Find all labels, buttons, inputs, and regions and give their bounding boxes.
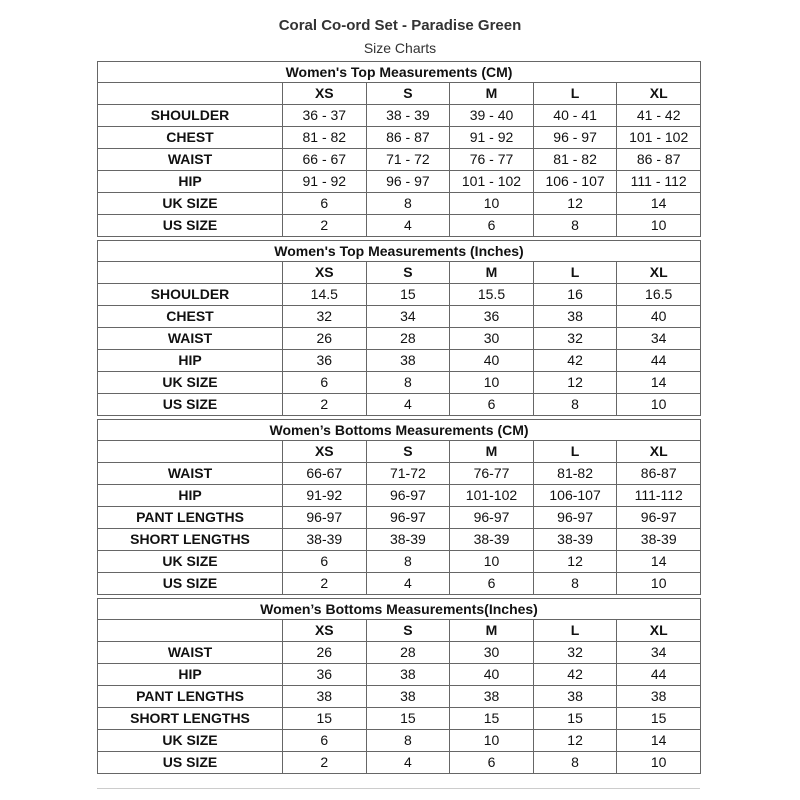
table-cell: 8 [366,730,450,752]
table-row [98,708,701,730]
table-cell: 40 - 41 [533,105,617,127]
size-header-cell: L [533,441,617,463]
row-label: SHORT LENGTHS [98,708,283,730]
table-cell: 44 [617,664,701,686]
table-cell: 106 - 107 [533,171,617,193]
table-cell: 6 [283,372,367,394]
table-cell: 66-67 [283,463,367,485]
table-row [98,149,701,171]
row-label: UK SIZE [98,551,283,573]
table-cell: 14 [617,372,701,394]
table-cell: 42 [533,664,617,686]
row-label: UK SIZE [98,193,283,215]
table-row [98,730,701,752]
row-label: US SIZE [98,394,283,416]
table-cell: 10 [450,372,534,394]
size-header-cell: M [450,83,534,105]
table-cell: 38-39 [617,529,701,551]
table-cell: 26 [283,328,367,350]
row-label: WAIST [98,149,283,171]
table-cell: 91-92 [283,485,367,507]
table-row [98,328,701,350]
row-label: UK SIZE [98,372,283,394]
table-cell: 15 [366,708,450,730]
row-label: HIP [98,171,283,193]
table-cell: 15 [283,708,367,730]
table-cell: 30 [450,642,534,664]
table-cell: 71-72 [366,463,450,485]
table-cell: 38 [366,686,450,708]
table-cell: 6 [450,215,534,237]
table-cell: 101 - 102 [617,127,701,149]
size-header-cell: XL [617,441,701,463]
table-cell: 96-97 [617,507,701,529]
size-table-bottoms-inches [97,598,701,774]
table-cell: 34 [617,642,701,664]
table-cell: 28 [366,642,450,664]
table-cell: 6 [283,193,367,215]
row-label: PANT LENGTHS [98,507,283,529]
table-cell: 4 [366,573,450,595]
table-cell: 6 [450,573,534,595]
table-title: Women’s Bottoms Measurements (CM) [98,420,701,441]
table-row [98,507,701,529]
size-header-cell: M [450,441,534,463]
row-label: PANT LENGTHS [98,686,283,708]
table-row [98,105,701,127]
size-header-cell: M [450,620,534,642]
size-table-top-cm [97,61,701,237]
size-header-cell: XL [617,262,701,284]
row-label: SHOULDER [98,105,283,127]
row-label: SHOULDER [98,284,283,306]
size-header-row [98,83,701,105]
row-label: WAIST [98,642,283,664]
table-cell: 81-82 [533,463,617,485]
table-cell: 32 [283,306,367,328]
row-label: HIP [98,664,283,686]
row-label: WAIST [98,328,283,350]
table-cell: 8 [533,394,617,416]
table-cell: 38 [450,686,534,708]
size-header-row [98,620,701,642]
table-cell: 6 [450,394,534,416]
table-cell: 36 [283,664,367,686]
size-header-cell: S [366,441,450,463]
table-cell: 39 - 40 [450,105,534,127]
table-cell: 111-112 [617,485,701,507]
row-label: SHORT LENGTHS [98,529,283,551]
table-cell: 4 [366,752,450,774]
header-blank-cell [98,441,283,463]
table-row [98,394,701,416]
table-cell: 10 [617,215,701,237]
size-header-cell: XS [283,620,367,642]
table-row [98,215,701,237]
table-cell: 15 [450,708,534,730]
table-cell: 96 - 97 [366,171,450,193]
size-table-bottoms-cm [97,419,701,595]
table-row [98,463,701,485]
table-cell: 10 [450,551,534,573]
table-cell: 10 [617,573,701,595]
table-row [98,284,701,306]
table-cell: 96-97 [450,507,534,529]
table-row [98,686,701,708]
table-cell: 106-107 [533,485,617,507]
table-cell: 14 [617,551,701,573]
table-cell: 111 - 112 [617,171,701,193]
table-row [98,372,701,394]
table-row [98,752,701,774]
table-cell: 12 [533,551,617,573]
table-cell: 38 [283,686,367,708]
table-cell: 81 - 82 [283,127,367,149]
table-cell: 96-97 [283,507,367,529]
table-cell: 38 - 39 [366,105,450,127]
row-label: UK SIZE [98,730,283,752]
table-cell: 38 [533,686,617,708]
header-blank-cell [98,83,283,105]
table-cell: 38 [366,350,450,372]
row-label: US SIZE [98,215,283,237]
table-title: Women’s Bottoms Measurements(Inches) [98,599,701,620]
table-cell: 2 [283,394,367,416]
table-cell: 91 - 92 [283,171,367,193]
table-cell: 76 - 77 [450,149,534,171]
table-title: Women's Top Measurements (CM) [98,62,701,83]
size-header-cell: XS [283,83,367,105]
table-cell: 38 [617,686,701,708]
table-cell: 2 [283,215,367,237]
table-cell: 2 [283,752,367,774]
table-title: Women's Top Measurements (Inches) [98,241,701,262]
table-cell: 38-39 [533,529,617,551]
row-label: CHEST [98,127,283,149]
table-cell: 2 [283,573,367,595]
row-label: US SIZE [98,752,283,774]
table-row [98,306,701,328]
table-cell: 96-97 [366,485,450,507]
size-header-cell: XL [617,620,701,642]
table-cell: 32 [533,642,617,664]
table-cell: 40 [617,306,701,328]
table-cell: 38-39 [366,529,450,551]
table-cell: 42 [533,350,617,372]
table-cell: 71 - 72 [366,149,450,171]
table-cell: 96 - 97 [533,127,617,149]
size-header-cell: S [366,620,450,642]
table-cell: 8 [533,752,617,774]
table-cell: 32 [533,328,617,350]
table-cell: 38 [533,306,617,328]
table-cell: 86-87 [617,463,701,485]
table-row [98,127,701,149]
table-cell: 16 [533,284,617,306]
row-label: HIP [98,485,283,507]
table-cell: 34 [366,306,450,328]
table-row [98,573,701,595]
table-row [98,664,701,686]
table-cell: 8 [533,215,617,237]
size-header-row [98,441,701,463]
table-cell: 15.5 [450,284,534,306]
table-cell: 101 - 102 [450,171,534,193]
size-table-top-inches [97,240,701,416]
bottom-divider [97,788,700,789]
table-row [98,529,701,551]
table-row [98,171,701,193]
size-header-cell: XS [283,441,367,463]
table-cell: 8 [366,372,450,394]
table-cell: 36 [450,306,534,328]
table-cell: 38-39 [283,529,367,551]
table-cell: 12 [533,372,617,394]
table-cell: 91 - 92 [450,127,534,149]
table-cell: 96-97 [366,507,450,529]
size-header-cell: L [533,620,617,642]
table-cell: 4 [366,215,450,237]
table-cell: 86 - 87 [366,127,450,149]
table-cell: 101-102 [450,485,534,507]
table-cell: 10 [450,193,534,215]
table-cell: 44 [617,350,701,372]
table-cell: 36 - 37 [283,105,367,127]
table-cell: 26 [283,642,367,664]
table-cell: 14 [617,730,701,752]
table-cell: 40 [450,664,534,686]
table-cell: 96-97 [533,507,617,529]
table-cell: 8 [366,551,450,573]
table-cell: 66 - 67 [283,149,367,171]
table-cell: 36 [283,350,367,372]
row-label: CHEST [98,306,283,328]
size-header-cell: XS [283,262,367,284]
table-row [98,193,701,215]
row-label: WAIST [98,463,283,485]
table-cell: 10 [450,730,534,752]
size-header-row [98,262,701,284]
table-cell: 15 [617,708,701,730]
table-cell: 8 [366,193,450,215]
table-cell: 41 - 42 [617,105,701,127]
table-cell: 10 [617,394,701,416]
page-subtitle: Size Charts [363,40,437,56]
row-label: HIP [98,350,283,372]
header-blank-cell [98,620,283,642]
header-blank-cell [98,262,283,284]
table-cell: 40 [450,350,534,372]
table-cell: 12 [533,193,617,215]
table-cell: 30 [450,328,534,350]
table-cell: 8 [533,573,617,595]
page-title: Coral Co-ord Set - Paradise Green [278,17,522,34]
table-row [98,551,701,573]
table-cell: 4 [366,394,450,416]
size-header-cell: L [533,83,617,105]
table-cell: 86 - 87 [617,149,701,171]
table-cell: 6 [450,752,534,774]
table-cell: 28 [366,328,450,350]
table-cell: 6 [283,730,367,752]
table-cell: 16.5 [617,284,701,306]
size-header-cell: L [533,262,617,284]
size-header-cell: M [450,262,534,284]
row-label: US SIZE [98,573,283,595]
table-cell: 14 [617,193,701,215]
table-cell: 81 - 82 [533,149,617,171]
table-row [98,642,701,664]
size-header-cell: S [366,262,450,284]
table-cell: 14.5 [283,284,367,306]
table-cell: 38 [366,664,450,686]
table-cell: 34 [617,328,701,350]
size-header-cell: S [366,83,450,105]
table-cell: 15 [533,708,617,730]
table-row [98,350,701,372]
size-header-cell: XL [617,83,701,105]
table-row [98,485,701,507]
table-cell: 38-39 [450,529,534,551]
table-cell: 76-77 [450,463,534,485]
table-cell: 6 [283,551,367,573]
table-cell: 12 [533,730,617,752]
table-cell: 15 [366,284,450,306]
table-cell: 10 [617,752,701,774]
